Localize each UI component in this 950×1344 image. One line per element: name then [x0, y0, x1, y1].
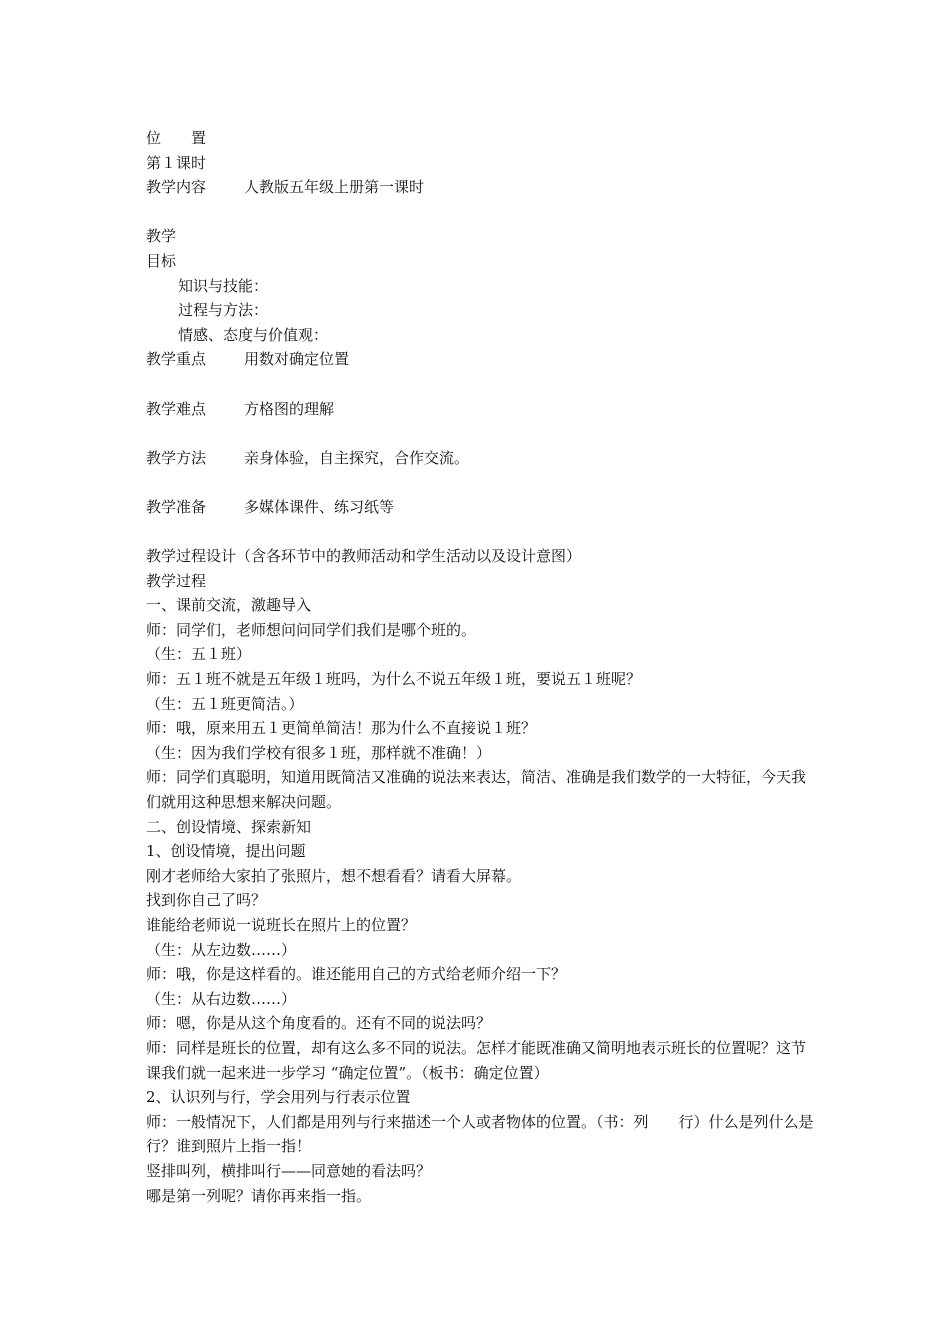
- difficulty-value: 方格图的理解: [244, 399, 335, 418]
- content-value: 人教版五年级上册第一课时: [244, 178, 425, 197]
- dialogue-line: 师：哦，你是这样看的。谁还能用自己的方式给老师介绍一下？: [146, 965, 567, 984]
- title-char-2: 置: [191, 129, 207, 147]
- dialogue-paragraph: 师：一般情况下，人们都是用列与行来描述一个人或者物体的位置。（书：列 行）什么是列什么是行？谁到照片上指一指！: [146, 1112, 814, 1156]
- preparation-value: 多媒体课件、练习纸等: [244, 497, 395, 516]
- dialogue-line: 师：哦，原来用五１更简单简洁！那为什么不直接说１班？: [146, 719, 537, 738]
- title-char-1: 位: [146, 129, 162, 147]
- key-point-label: 教学重点: [146, 350, 207, 369]
- dialogue-line: 哪是第一列呢？请你再来指一指。: [146, 1186, 372, 1205]
- design-heading: 教学过程设计（含各环节中的教师活动和学生活动以及设计意图）: [146, 547, 582, 566]
- goal-label-line-1: 教学: [146, 227, 177, 246]
- content-row: [146, 175, 816, 200]
- dialogue-line: （生：因为我们学校有很多１班，那样就不准确！）: [146, 743, 492, 762]
- goal-item: 知识与技能：: [178, 276, 269, 295]
- preparation-row: [146, 495, 816, 520]
- document-page: [146, 126, 816, 1208]
- dialogue-line: （生：五１班）: [146, 645, 252, 664]
- dialogue-line: 竖排叫列，横排叫行——同意她的看法吗？: [146, 1161, 432, 1180]
- method-label: 教学方法: [146, 448, 207, 467]
- document-title: [146, 126, 816, 151]
- method-value: 亲身体验，自主探究，合作交流。: [244, 448, 470, 467]
- lesson-number: 第１课时: [146, 153, 207, 172]
- dialogue-paragraph: 师：同样是班长的位置，却有这么多不同的说法。怎样才能既准确又简明地表示班长的位置呢？这节课我们就一起来进一步学习 “确定位置”。（板书：确定位置）: [146, 1038, 807, 1082]
- dialogue-line: 师：五１班不就是五年级１班吗，为什么不说五年级１班，要说五１班呢？: [146, 670, 642, 689]
- goal-item: 过程与方法：: [178, 301, 269, 320]
- dialogue-line: 师：嗯，你是从这个角度看的。还有不同的说法吗？: [146, 1014, 492, 1033]
- method-row: [146, 446, 816, 471]
- dialogue-line: 刚才老师给大家拍了张照片，想不想看看？请看大屏幕。: [146, 866, 522, 885]
- dialogue-line: 谁能给老师说一说班长在照片上的位置？: [146, 916, 417, 934]
- key-point-value: 用数对确定位置: [244, 350, 350, 369]
- content-label: 教学内容: [146, 178, 207, 197]
- dialogue-line: 找到你自己了吗？: [146, 891, 267, 910]
- dialogue-line: 师：同学们，老师想问问同学们我们是哪个班的。: [146, 620, 477, 639]
- difficulty-label: 教学难点: [146, 399, 207, 418]
- process-heading: 教学过程: [146, 571, 207, 590]
- key-point-row: [146, 347, 816, 372]
- preparation-label: 教学准备: [146, 497, 207, 516]
- goal-item: 情感、态度与价值观：: [178, 325, 329, 344]
- dialogue-line: （生：五１班更简洁。）: [146, 694, 304, 713]
- goal-label-line-2: 目标: [146, 251, 177, 270]
- dialogue-paragraph: 师：同学们真聪明，知道用既简洁又准确的说法来表达，简洁、准确是我们数学的一大特征，今天我们就用这种思想来解决问题。: [146, 768, 807, 812]
- subsection-heading: 2、认识列与行，学会用列与行表示位置: [146, 1088, 411, 1107]
- section-heading: 一、课前交流，激趣导入: [146, 596, 312, 615]
- difficulty-row: [146, 397, 816, 422]
- subsection-heading: 1、创设情境，提出问题: [146, 842, 306, 861]
- dialogue-line: （生：从右边数……）: [146, 989, 297, 1008]
- section-heading: 二、创设情境、探索新知: [146, 817, 312, 836]
- dialogue-line: （生：从左边数……）: [146, 940, 297, 959]
